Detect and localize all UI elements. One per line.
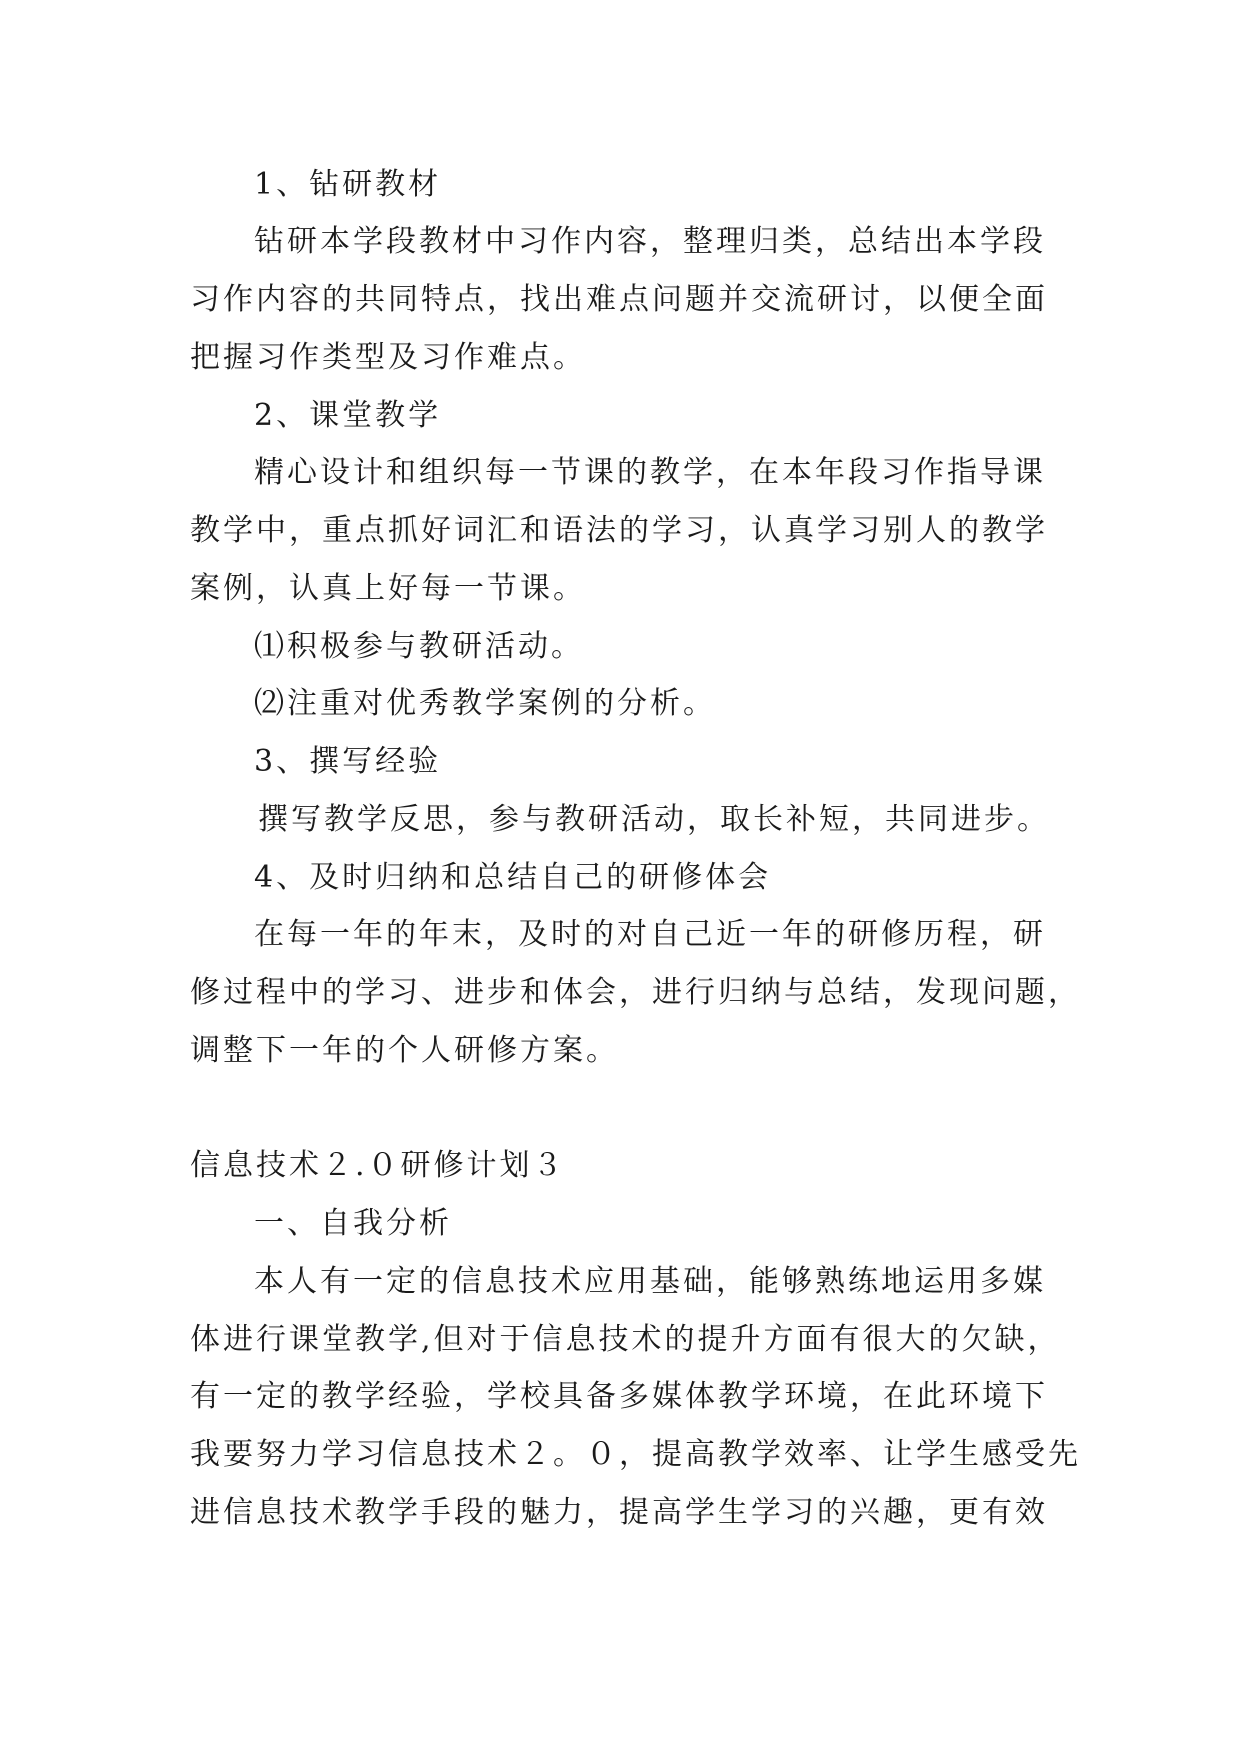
paragraph-line: 精心设计和组织每一节课的教学，在本年段习作指导课 bbox=[254, 455, 1046, 490]
section-heading-1: 1、钻研教材 bbox=[254, 167, 442, 202]
paragraph-line: 钻研本学段教材中习作内容，整理归类，总结出本学段 bbox=[254, 224, 1046, 259]
paragraph-line: 我要努力学习信息技术２。０，提高教学效率、让学生感受先 bbox=[190, 1437, 1081, 1472]
document-title: 信息技术２.０研修计划３ bbox=[190, 1148, 566, 1183]
section-heading: 一、自我分析 bbox=[254, 1206, 452, 1241]
paragraph-line: 进信息技术教学手段的魅力，提高学生学习的兴趣，更有效 bbox=[190, 1495, 1048, 1530]
paragraph-line: 体进行课堂教学,但对于信息技术的提升方面有很大的欠缺， bbox=[190, 1322, 1061, 1357]
section-heading-4: 4、及时归纳和总结自己的研修体会 bbox=[254, 860, 772, 895]
list-item: ⑴积极参与教研活动。 bbox=[254, 629, 584, 664]
section-heading-2: 2、课堂教学 bbox=[254, 398, 442, 433]
paragraph-line: 本人有一定的信息技术应用基础，能够熟练地运用多媒 bbox=[254, 1264, 1046, 1299]
paragraph-line: 案例，认真上好每一节课。 bbox=[190, 571, 586, 606]
paragraph-line: 撰写教学反思，参与教研活动，取长补短，共同进步。 bbox=[258, 802, 1050, 837]
paragraph-line: 有一定的教学经验，学校具备多媒体教学环境，在此环境下 bbox=[190, 1379, 1048, 1414]
paragraph-line: 习作内容的共同特点，找出难点问题并交流研讨，以便全面 bbox=[190, 282, 1048, 317]
section-heading-3: 3、撰写经验 bbox=[254, 744, 442, 779]
paragraph-line: 把握习作类型及习作难点。 bbox=[190, 340, 586, 375]
list-item: ⑵注重对优秀教学案例的分析。 bbox=[254, 686, 716, 721]
paragraph-line: 修过程中的学习、进步和体会，进行归纳与总结，发现问题， bbox=[190, 975, 1081, 1010]
paragraph-line: 教学中，重点抓好词汇和语法的学习，认真学习别人的教学 bbox=[190, 513, 1048, 548]
paragraph-line: 调整下一年的个人研修方案。 bbox=[190, 1033, 619, 1068]
paragraph-line: 在每一年的年末，及时的对自己近一年的研修历程，研 bbox=[254, 917, 1046, 952]
